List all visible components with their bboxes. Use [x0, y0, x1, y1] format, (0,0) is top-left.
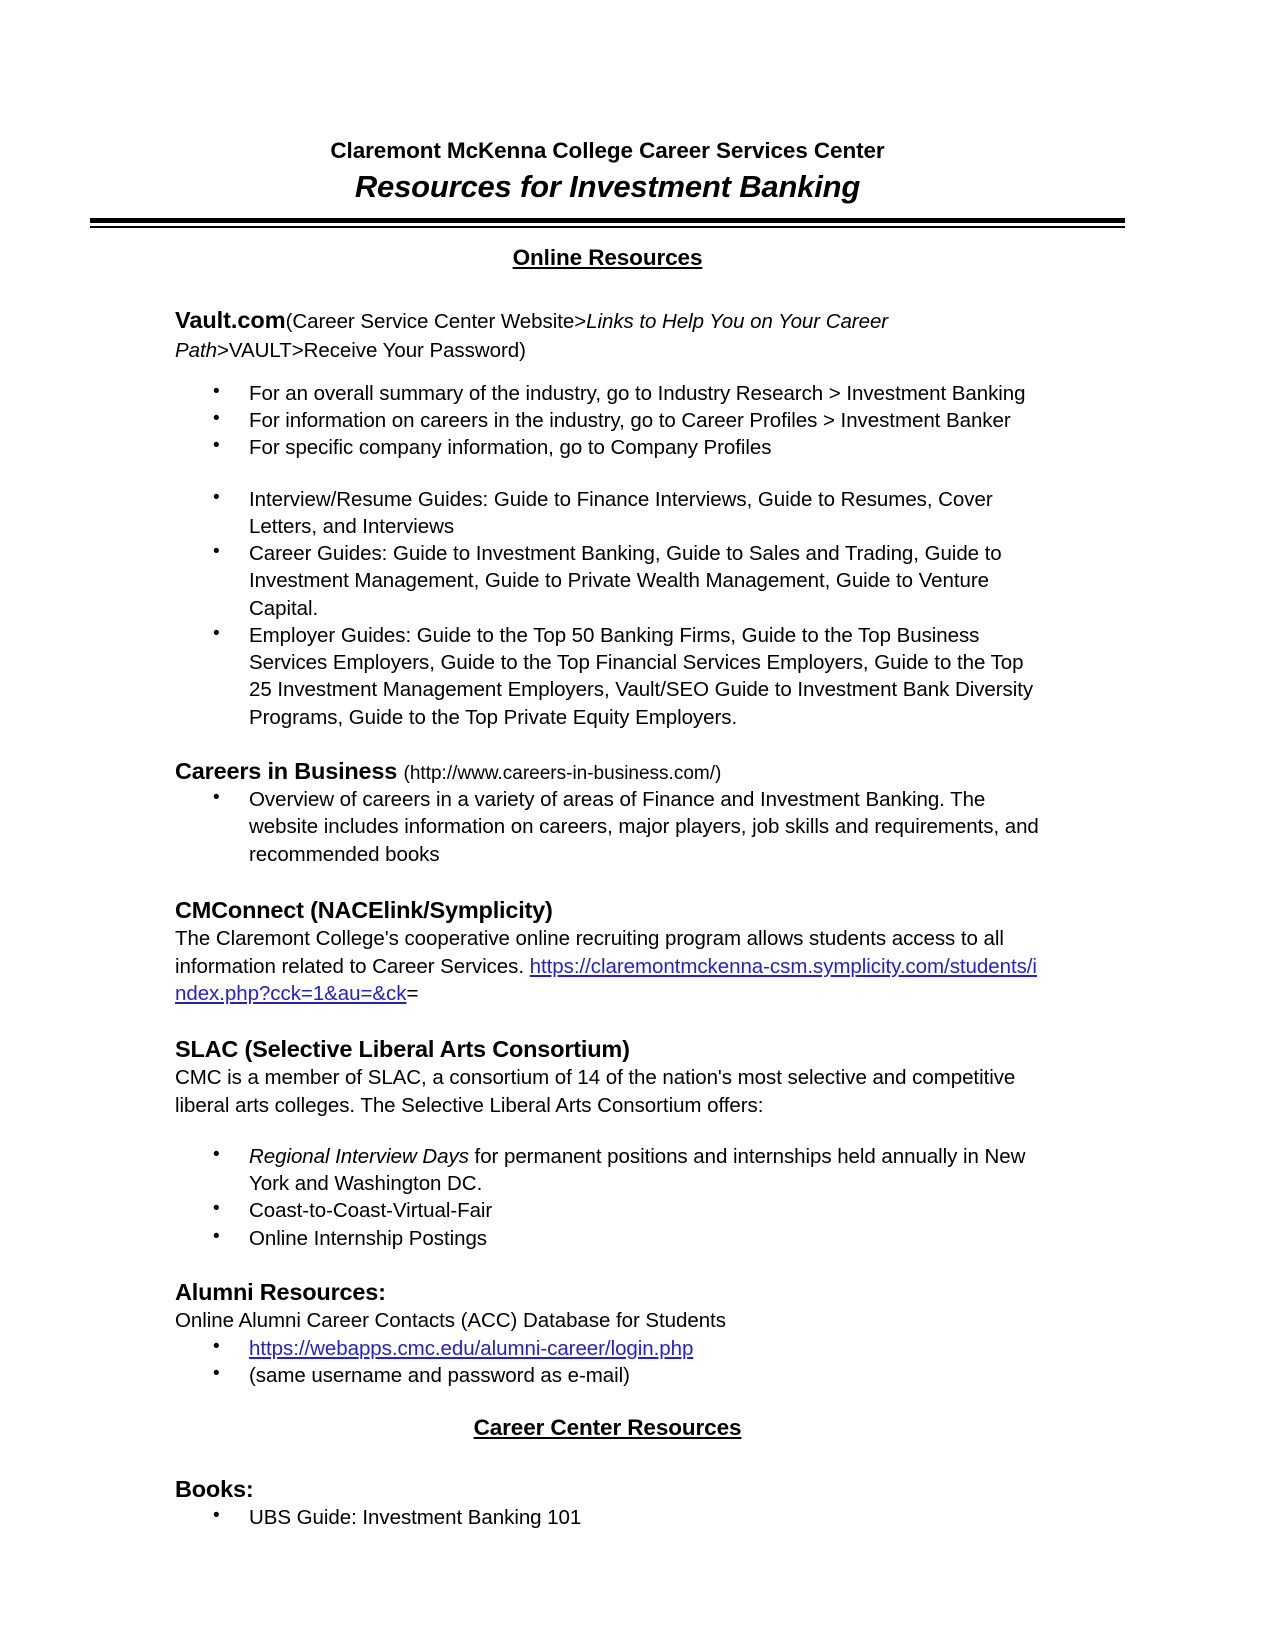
spacer	[175, 364, 1040, 380]
subsection-heading-cmconnect: CMConnect (NACElink/Symplicity)	[175, 896, 553, 923]
vault-path-italic-one: Links to Help You on Your Career	[586, 310, 889, 334]
vault-path-italic-two: Path	[175, 338, 217, 362]
spacer	[175, 462, 1040, 486]
subsection-heading-books: Books:	[175, 1476, 254, 1503]
spacer	[175, 731, 1040, 757]
subsection-heading-slac: SLAC (Selective Liberal Arts Consortium)	[175, 1036, 630, 1063]
subsection-heading-alumni-resources: Alumni Resources:	[175, 1278, 386, 1305]
list-item: • Online Internship Postings	[175, 1225, 1040, 1252]
subsection-heading-careers-in-business	[175, 757, 1040, 786]
list-item: • Overview of careers in a variety of areas of Finance and Investment Banking. The website includes information on careers, major players, job skills and requirements, and recommended books	[175, 786, 1040, 868]
list-item: • Coast-to-Coast-Virtual-Fair	[175, 1197, 1040, 1224]
alumni-body: Online Alumni Career Contacts (ACC) Database for Students	[175, 1309, 726, 1333]
list-item: • For specific company information, go to Company Profiles	[175, 434, 1040, 461]
spacer	[175, 271, 1040, 305]
list-item: • (same username and password as e-mail)	[175, 1362, 1040, 1389]
list-item: • For information on careers in the industry, go to Career Profiles > Investment Banker	[175, 407, 1040, 434]
cmconnect-link[interactable]: https://claremontmckenna-csm.symplicity.com/students/index.php?cck=1&au=&ck	[175, 954, 1037, 1005]
slac-body: CMC is a member of SLAC, a consortium of 14 of the nation's most selective and competitive liberal arts colleges. The Selective Liberal Arts Consortium offers:	[175, 1066, 1016, 1117]
spacer	[175, 1389, 1040, 1415]
careers-in-business-url: (http://www.careers-in-business.com/)	[403, 762, 722, 784]
cmconnect-body	[175, 925, 1040, 1007]
spacer	[175, 1119, 1040, 1143]
list-item: • For an overall summary of the industry, go to Industry Research > Investment Banking	[175, 380, 1040, 407]
section-heading-career-center-resources: Career Center Resources	[473, 1415, 742, 1441]
list-item: • Career Guides: Guide to Investment Banking, Guide to Sales and Trading, Guide to Investment Management, Guide to Private Wealth Management, Guide to Venture Capital.	[175, 540, 1040, 622]
spacer	[175, 868, 1040, 896]
careers-in-business-name: Careers in Business	[175, 757, 398, 784]
careers-in-business-bullet-list	[175, 786, 1040, 868]
divider-thin-line	[90, 226, 1125, 228]
document-content	[175, 0, 1040, 1532]
slac-bullet-list	[175, 1143, 1040, 1252]
list-item	[175, 1143, 1040, 1198]
spacer	[175, 1441, 1040, 1475]
spacer	[175, 1007, 1040, 1035]
vault-path-suffix: >VAULT>Receive Your Password)	[216, 338, 526, 362]
vault-bullet-list-one	[175, 380, 1040, 462]
cmconnect-description: The Claremont College's cooperative online recruiting program allows students access to all information related to Career Services.	[175, 927, 1004, 978]
list-item: • Employer Guides: Guide to the Top 50 Banking Firms, Guide to the Top Business Services Employers, Guide to the Top Financial Services Employers, Guide to the Top 25 Investment Management Employers, Vault/SEO Guide to Investment Bank Diversity Programs, Guide to the Top Private Equity Employers.	[175, 622, 1040, 731]
vault-name: Vault.com	[175, 307, 286, 334]
books-bullet-list	[175, 1504, 1040, 1531]
alumni-bullet-list	[175, 1335, 1040, 1390]
spacer	[175, 1252, 1040, 1278]
list-item: • Interview/Resume Guides: Guide to Finance Interviews, Guide to Resumes, Cover Letters, and Interviews	[175, 486, 1040, 541]
list-item	[175, 1335, 1040, 1362]
slac-bullet-emphasis: Regional Interview Days	[249, 1144, 469, 1168]
vault-path-prefix: (Career Service Center Website>	[285, 310, 587, 334]
page-title: Resources for Investment Banking	[354, 168, 861, 204]
organization-line: Claremont McKenna College Career Services Center	[330, 138, 885, 163]
section-heading-online-resources: Online Resources	[512, 245, 703, 271]
vault-block	[175, 305, 1040, 364]
vault-bullet-list-two	[175, 486, 1040, 731]
slac-bullet-rest: for permanent positions and internships held annually in New York and Washington DC.	[249, 1144, 1026, 1196]
list-item: • UBS Guide: Investment Banking 101	[175, 1504, 1040, 1531]
document-header	[175, 0, 1040, 205]
header-divider	[90, 218, 1125, 228]
alumni-login-link[interactable]: https://webapps.cmc.edu/alumni-career/login.php	[249, 1336, 694, 1360]
cmconnect-link-trailing: =	[406, 981, 419, 1005]
